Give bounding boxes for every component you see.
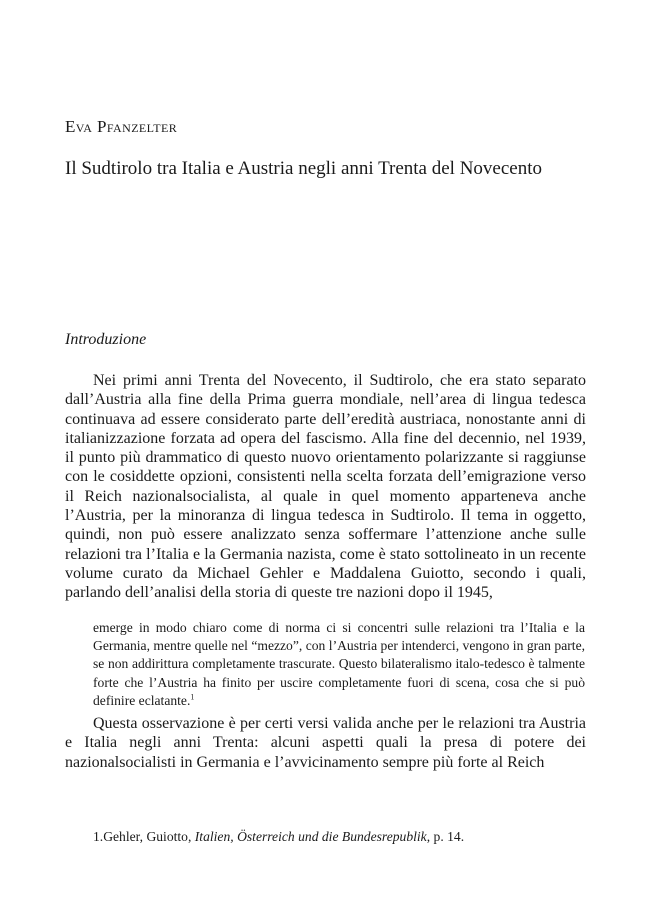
chapter-title: Il Sudtirolo tra Italia e Austria negli anni Trenta del Novecento <box>65 158 543 179</box>
section-heading: Introduzione <box>65 331 147 348</box>
footnote-pages: , p. 14. <box>426 829 465 844</box>
footnote-authors: Gehler, Guiotto, <box>103 829 195 844</box>
body-paragraph: Questa osservazione è per certi versi valida anche per le relazioni tra Austria e Italia negli anni Trenta: alcuni aspetti quali la presa di potere dei nazionalsocialisti in Germania e l’avvicinamento sempre più forte al Reich <box>65 715 586 771</box>
body-paragraph: Nei primi anni Trenta del Novecento, il Sudtirolo, che era stato separato dall’Austria alla fine della Prima guerra mondiale, nell’area di lingua tedesca continuava ad essere considerato parte dell’eredità austriaca, nonostante anni di italianizzazione forzata ad opera del fascismo. Alla fine del decennio, nel 1939, il punto più drammatico di questo nuovo orientamento polarizzante si raggiunse con le cosiddette opzioni, consistenti nella scelta forzata dell’emigrazione verso il Reich nazionalsocialista, al quale in quel momento apparteneva anche l’Austria, per la minoranza di lingua tedesca in Sudtirolo. Il tema in oggetto, quindi, non può essere analizzato senza soffermare l’attenzione anche sulle relazioni tra l’Italia e la Germania nazista, come è stato sottolineato in un recente volume curato da Michael Gehler e Maddalena Guiotto, secondo i quali, parlando dell’analisi della storia di queste tre nazioni dopo il 1945, <box>65 372 586 602</box>
footnote <box>93 829 464 845</box>
footnote-work-title: Italien, Österreich und die Bundesrepublik <box>194 829 427 844</box>
footnote-reference: 1 <box>190 692 195 702</box>
footnote-number: 1. <box>93 829 104 844</box>
block-quote <box>93 619 585 710</box>
author-name: Eva Pfanzelter <box>65 117 178 136</box>
block-quote-text: emerge in modo chiaro come di norma ci si concentri sulle relazioni tra l’Italia e la Germania, mentre quelle nel “mezzo”, con l’Austria per intenderci, vengono in gran parte, se non addirittura completamente trascurate. Questo bilateralismo italo-tedesco è talmente forte che l’Austria ha finito per uscire completamente fuori di scena, cosa che si può definire eclatante. <box>93 620 585 708</box>
